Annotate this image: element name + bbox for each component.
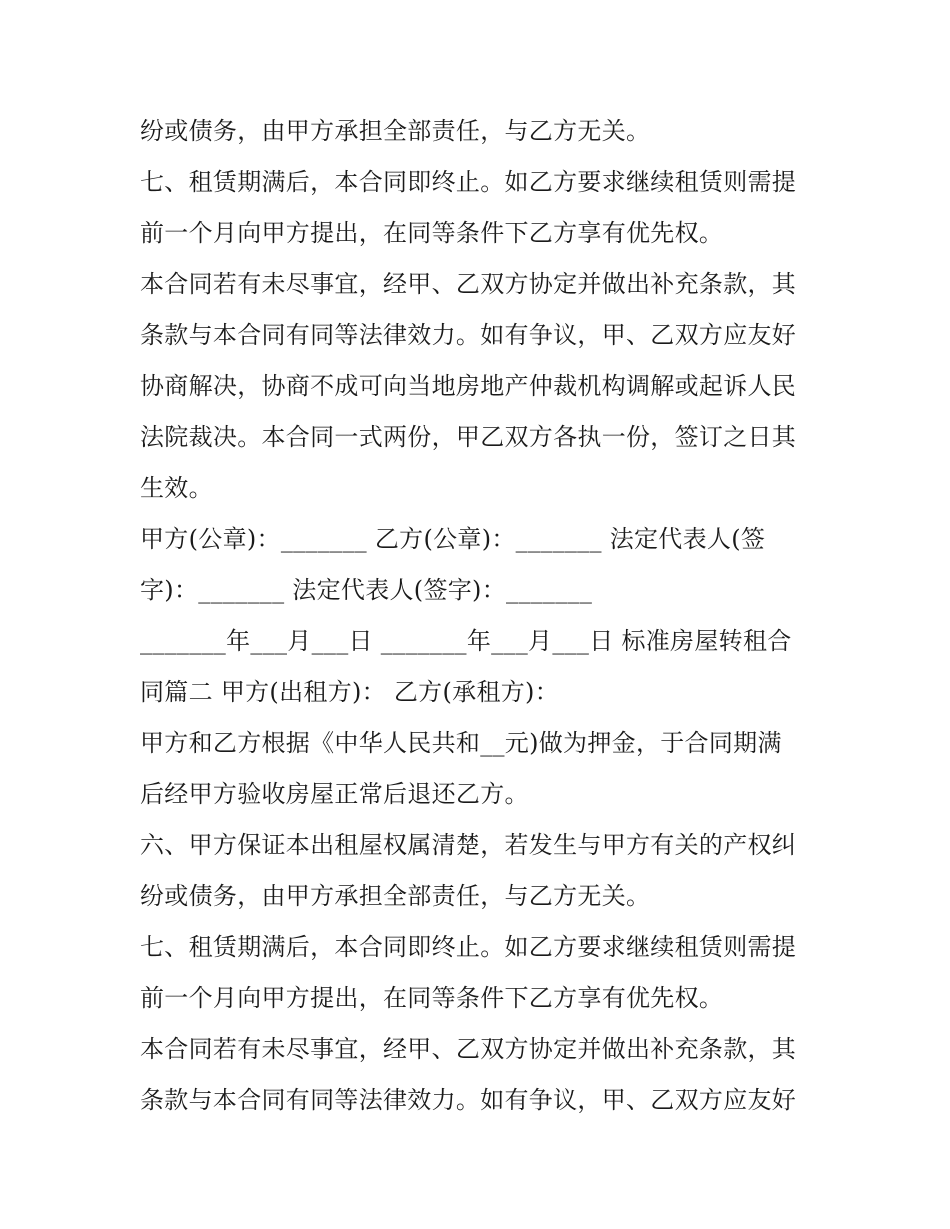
text-line-19: 本合同若有未尽事宜，经甲、乙双方协定并做出补充条款，其 <box>140 1035 797 1063</box>
text-line-16: 纷或债务，由甲方承担全部责任，与乙方无关。 <box>140 882 651 910</box>
text-line-7: 法院裁决。本合同一式两份，甲乙双方各执一份，签订之日其 <box>140 423 797 451</box>
text-line-12: 同篇二 甲方(出租方)： 乙方(承租方)： <box>140 678 560 706</box>
text-line-1: 纷或债务，由甲方承担全部责任，与乙方无关。 <box>140 117 651 145</box>
text-line-15: 六、甲方保证本出租屋权属清楚，若发生与甲方有关的产权纠 <box>140 831 797 859</box>
text-line-11: _______年___月___日 _______年___月___日 标准房屋转租合 <box>140 627 792 655</box>
text-line-6: 协商解决，协商不成可向当地房地产仲裁机构调解或起诉人民 <box>140 372 797 400</box>
text-line-4: 本合同若有未尽事宜，经甲、乙双方协定并做出补充条款，其 <box>140 270 797 298</box>
text-line-5: 条款与本合同有同等法律效力。如有争议，甲、乙双方应友好 <box>140 321 797 349</box>
text-line-13: 甲方和乙方根据《中华人民共和__元)做为押金，于合同期满 <box>140 729 782 757</box>
text-line-8: 生效。 <box>140 474 213 502</box>
text-line-9: 甲方(公章)：_______ 乙方(公章)：_______ 法定代表人(签 <box>140 525 766 553</box>
text-line-10: 字)：_______ 法定代表人(签字)：_______ <box>140 576 593 604</box>
text-line-2: 七、租赁期满后，本合同即终止。如乙方要求继续租赁则需提 <box>140 168 797 196</box>
text-line-14: 后经甲方验收房屋正常后退还乙方。 <box>140 780 529 808</box>
text-line-3: 前一个月向甲方提出，在同等条件下乙方享有优先权。 <box>140 219 724 247</box>
text-line-18: 前一个月向甲方提出，在同等条件下乙方享有优先权。 <box>140 984 724 1012</box>
text-line-20: 条款与本合同有同等法律效力。如有争议，甲、乙双方应友好 <box>140 1086 797 1114</box>
text-line-17: 七、租赁期满后，本合同即终止。如乙方要求继续租赁则需提 <box>140 933 797 961</box>
